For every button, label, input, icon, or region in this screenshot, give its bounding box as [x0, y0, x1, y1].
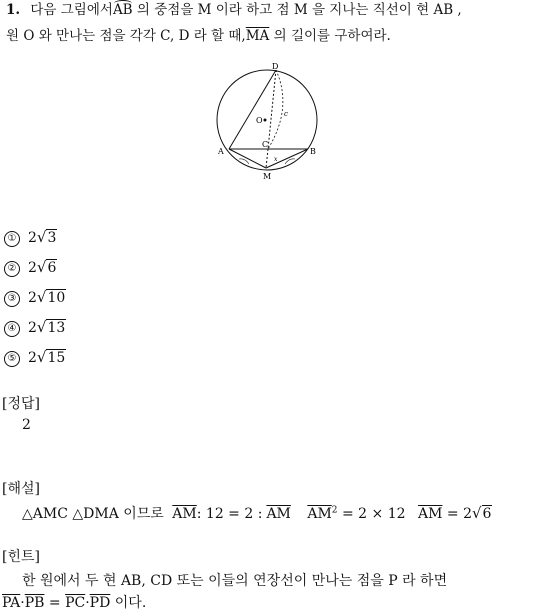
option-1[interactable] — [4, 228, 57, 247]
segment-am-1: $\overline{AM}$ — [172, 506, 197, 522]
segment-am-4: $\overline{AM}$ — [417, 506, 443, 522]
question-number: 1. — [6, 2, 21, 18]
sqrt-sign: √10 — [36, 288, 66, 306]
hint-line-2 — [2, 592, 146, 612]
explanation-text-3: = 2 × 12 — [341, 506, 406, 522]
equals: = — [48, 595, 61, 611]
option-3[interactable] — [4, 288, 66, 307]
explanation-line — [22, 503, 492, 523]
arc-ab: AB — [112, 2, 133, 18]
label-c: C — [262, 140, 269, 149]
option-radicand: 13 — [47, 320, 66, 336]
segment-ma: $\overline{MA}$ — [245, 28, 270, 44]
label-x: x — [274, 156, 278, 163]
explanation-radicand: 6 — [482, 506, 492, 522]
geometry-figure — [205, 58, 335, 188]
hint-tail: 이다. — [114, 595, 147, 611]
option-mark: ① — [4, 231, 20, 247]
sqrt-sign: √6 — [471, 504, 492, 522]
question-text-1: 다음 그림에서 — [30, 2, 113, 18]
sqrt-sign: √6 — [36, 258, 57, 276]
label-a: A — [218, 147, 224, 156]
segment-mb — [266, 149, 308, 168]
segment-am-2: $\overline{AM}$ — [266, 506, 291, 522]
question-line-1 — [6, 4, 462, 18]
label-o: O — [256, 116, 263, 125]
option-radicand: 3 — [47, 230, 57, 246]
explanation-text-1: △AMC △DMA 이므로 — [22, 506, 164, 522]
option-coef: 2 — [28, 230, 37, 246]
option-2[interactable] — [4, 258, 57, 277]
answer-value: 2 — [22, 417, 31, 433]
segment-pd: $\overline{PD}$ — [89, 595, 111, 611]
segment-pc: $\overline{PC}$ — [65, 595, 86, 611]
hint-heading: [힌트] — [2, 549, 40, 565]
label-m: M — [263, 172, 272, 181]
question-text-4: 의 길이를 구하여라. — [273, 28, 391, 44]
label-b: B — [310, 147, 316, 156]
tick-am — [239, 159, 249, 164]
explanation-text-2: : 12 = 2 : — [196, 506, 263, 522]
exponent: 2 — [331, 505, 338, 516]
option-5[interactable] — [4, 348, 66, 367]
question-line-2 — [6, 30, 391, 44]
option-mark: ③ — [4, 291, 20, 307]
option-radicand: 6 — [47, 260, 57, 276]
option-mark: ② — [4, 261, 20, 277]
option-coef: 2 — [28, 260, 37, 276]
segment-am-3: $\overline{AM}$ — [307, 506, 332, 522]
tick-mb — [285, 159, 295, 164]
label-d: D — [272, 62, 279, 71]
dot-1: · — [20, 595, 25, 611]
center-point-o — [264, 119, 267, 122]
option-coef: 2 — [28, 350, 37, 366]
sqrt-sign: √3 — [36, 228, 57, 246]
segment-cm — [266, 149, 268, 168]
sqrt-sign: √13 — [36, 318, 66, 336]
question-text-3: 원 O 와 만나는 점을 각각 C, D 라 할 때, — [6, 28, 246, 44]
option-coef: 2 — [28, 290, 37, 306]
hint-line-1: 한 원에서 두 현 AB, CD 또는 이들의 연장선이 만나는 점을 P 라 하면 — [22, 573, 448, 589]
option-mark: ⑤ — [4, 351, 20, 367]
sqrt-sign: √15 — [36, 348, 66, 366]
option-mark: ④ — [4, 321, 20, 337]
explanation-heading: [해설] — [2, 481, 40, 497]
explanation-text-4: = 2 — [446, 506, 472, 522]
chord-ad — [229, 70, 276, 149]
option-4[interactable] — [4, 318, 66, 337]
segment-pa: $\overline{PA}$ — [2, 595, 21, 611]
option-coef: 2 — [28, 320, 37, 336]
dot-2: · — [85, 595, 90, 611]
answer-heading: [정답] — [2, 396, 40, 412]
brace-dc — [268, 70, 283, 149]
question-text-2: 의 중점을 M 이라 하고 점 M 을 지나는 직선이 현 AB , — [136, 2, 462, 18]
option-radicand: 15 — [47, 350, 66, 366]
segment-pb: $\overline{PB}$ — [24, 595, 45, 611]
label-c-length: c — [284, 110, 288, 118]
option-radicand: 10 — [47, 290, 66, 306]
